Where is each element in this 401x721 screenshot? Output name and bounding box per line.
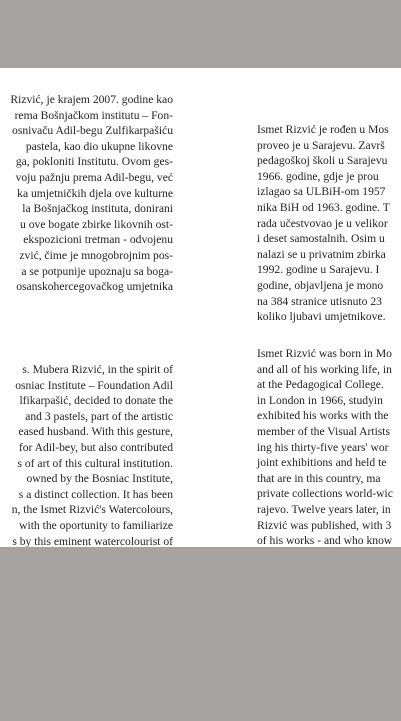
left-english-paragraph <box>12 362 173 547</box>
right-english-paragraph <box>257 346 393 547</box>
text-line: osanskohercegovačkog umjetnika <box>16 280 173 294</box>
text-line: s a distinct collection. It has been <box>18 487 173 501</box>
text-line: Rizvić, je krajem 2007. godine kao <box>10 93 173 106</box>
text-line: godine, objavljena je mono <box>257 278 384 292</box>
text-line: rema Bošnjačkom institutu – Fon- <box>14 108 173 122</box>
text-line: osnivaču Adil-begu Zulfikarpašiću <box>12 124 173 138</box>
text-line: lfikarpašić, decided to donate the <box>19 394 173 408</box>
text-line: s of art of this cultural institution. <box>17 456 173 470</box>
text-line: for Adil-bey, but also contributed <box>18 440 173 454</box>
text-line: n, the Ismet Rizvić's Watercolours, <box>11 503 173 517</box>
text-line: s. Mubera Rizvić, in the spirit of <box>22 363 173 376</box>
text-line: in London in 1966, studyin <box>257 393 383 407</box>
text-line: pastela, kao dio ukupne likovne <box>25 139 173 153</box>
text-line: Ismet Rizvić je rođen u Mos <box>257 123 389 136</box>
text-line: of his works - and who know <box>257 534 393 547</box>
text-line: and all of his working life, in <box>257 362 392 376</box>
text-line: rada učestvovao je u velikor <box>257 216 388 230</box>
text-line: at the Pedagogical College. <box>257 378 384 392</box>
text-line: pedagoškoj školi u Sarajevu <box>257 154 388 168</box>
text-line: na 384 stranice utisnuto 23 <box>257 294 382 308</box>
text-line: Rizvić was published, with 3 <box>257 518 392 532</box>
text-line: that are in this country, ma <box>257 471 381 485</box>
text-line: nalazi se u privatnim zbirka <box>257 247 386 261</box>
left-bosnian-paragraph <box>10 92 173 295</box>
text-line: and 3 pastels, part of the artistic <box>25 409 173 423</box>
text-line: zvić, čime je mnogobrojnim pos- <box>19 248 173 262</box>
text-line: ing his thirty-five years' wor <box>257 440 389 454</box>
text-line: exhibited his works with the <box>257 409 389 423</box>
text-line: eased husband. With this gesture, <box>18 425 173 439</box>
text-line: osniac Institute – Foundation Adil <box>15 378 173 392</box>
text-line: with the oportunity to familiarize <box>19 518 173 532</box>
text-line: rajevo. Twelve years later, in <box>257 502 391 516</box>
text-line: member of the Visual Artists <box>257 424 391 438</box>
text-line: 1966. godine, gdje je prou <box>257 169 379 183</box>
text-line: ga, pokloniti Institutu. Ovom ges- <box>15 155 173 169</box>
text-line: owned by the Bosniac Institute, <box>26 472 173 486</box>
text-line: a se potpunije upoznaju sa boga- <box>21 264 173 278</box>
text-line: ekspozicioni tretman - odvojenu <box>23 233 173 247</box>
text-line: Ismet Rizvić was born in Mo <box>257 347 392 360</box>
text-line: private collections world-wic <box>257 487 393 501</box>
text-line: izlagao sa ULBiH-om 1957 <box>257 185 386 199</box>
text-line: u ove bogate zbirke likovnih ost- <box>20 217 173 231</box>
text-line: proveo je u Sarajevu. Završ <box>257 138 385 152</box>
text-line: nika BiH od 1963. godine. T <box>257 200 390 214</box>
right-bosnian-paragraph <box>257 122 390 325</box>
text-line: ka umjetničkih djela ove kulturne <box>17 186 173 200</box>
text-line: la Bošnjačkog instituta, donirani <box>22 202 173 216</box>
text-line: voju pažnju prema Adil-begu, već <box>15 170 173 184</box>
text-line: koliko ljubavi umjetnikove. <box>257 310 386 324</box>
text-line: 1992. godine u Sarajevu. I <box>257 263 380 277</box>
text-line: s by this eminent watercolourist of <box>12 534 173 547</box>
text-line: joint exhibitions and held te <box>257 456 387 470</box>
book-spread <box>0 68 401 547</box>
text-line: i deset samostalnih. Osim u <box>257 232 385 246</box>
